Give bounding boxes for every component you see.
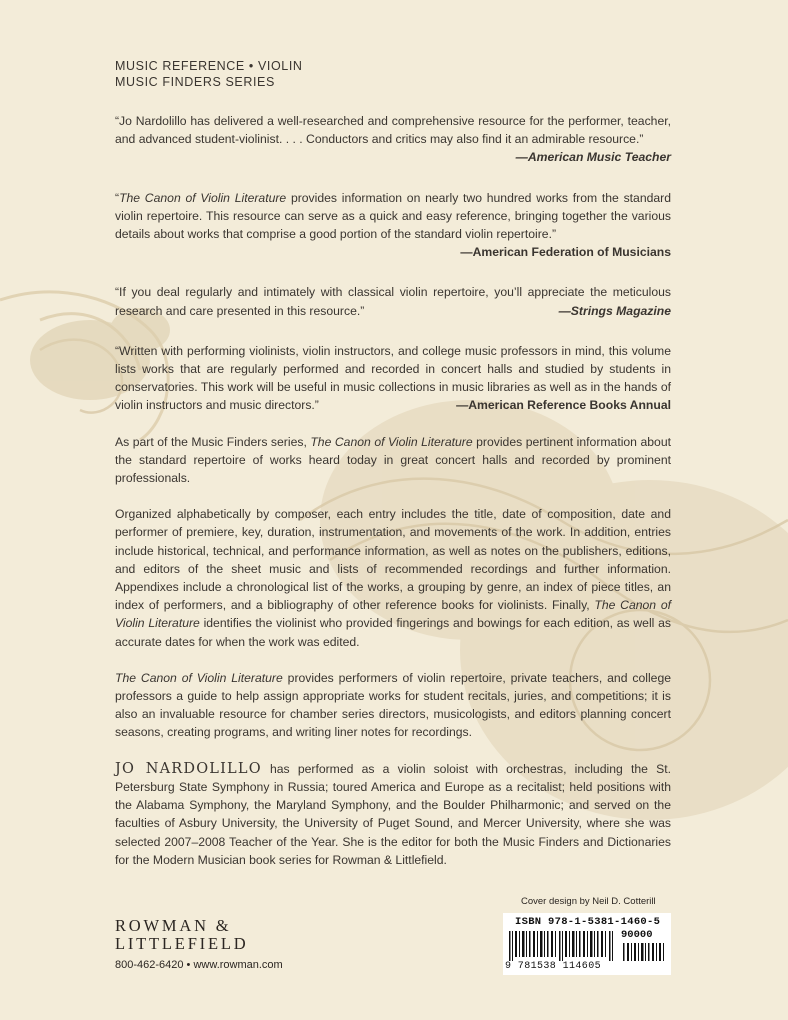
author-bio (115, 760, 671, 869)
review-4-source: —American Reference Books Annual (456, 398, 671, 413)
description-paragraph-3: The Canon of Violin Literature provides performers of violin repertoire, private teachers, and college professors a guide to help assign appropriate works for student recitals, juries, and competitions; it is also an invaluable resource for chamber series directors, musicologists, and editors planning concert seasons, creating programs, and writing liner notes for recordings. (115, 670, 671, 740)
author-bio-text: has performed as a violin soloist with orchestras, including the St. Petersburg State Symphony in Russia; toured America and Europe as a recitalist; held positions with the Alabama Symphony, the Maryland Symphony, and the Boulder Philharmonic; and served on the faculties of Asbury University, the University of Puget Sound, and Mercer University, where she was selected 2007–2008 Teacher of the Year. She is the editor for both the Music Finders and Dictionaries for the Modern Musician book series for Rowman & Littlefield. (115, 761, 671, 867)
description-paragraph-2: Organized alphabetically by composer, each entry includes the title, date of composition, date and performer of premiere, key, duration, instrumentation, and movements of the work. In addition, entries include historical, technical, and performance information, as well as notes on the publishers, editions, and editors of the sheet music and lists of recommended recordings and further information. Appendixes include a chronological list of the works, a grouping by genre, an index of piece titles, an index of performers, and a bibliography of other reference books for violinists. Finally, The Canon of Violin Literature identifies the violinist who provided fingerings and bowings for each edition, as well as accurate dates for when the work was edited. (115, 507, 671, 649)
addon-barcode-bars (623, 943, 665, 961)
publisher-name-line-2: LITTLEFIELD (115, 934, 249, 953)
review-3-source: —Strings Magazine (558, 303, 671, 318)
review-4-text: “Written with performing violinists, violin instructors, and college music professors in mind, this volume lists works that are regularly performed and recorded in concert halls and studied by students in conservatories. This work will be useful in music collections in music libraries as well as in the hands of violin instructors and music directors.” (115, 343, 671, 413)
review-1-source: —American Music Teacher (515, 150, 671, 165)
price-code: 90000 (621, 929, 653, 941)
ean-digits: 9 781538 114605 (505, 961, 602, 972)
review-2: “The Canon of Violin Literature provides information on nearly two hundred works from the standard violin repertoire. This resource can serve as a quick and easy reference, bringing together the various details about works that comprise a good portion of the standard violin repertoire.” —American Federation of Musicians (115, 189, 671, 262)
review-1 (115, 112, 671, 167)
review-3 (115, 283, 671, 319)
review-2-source: —American Federation of Musicians (460, 245, 671, 260)
barcode-bars (509, 931, 619, 961)
author-name: JO NARDOLILLO (115, 760, 262, 777)
category-line-1: MUSIC REFERENCE • VIOLIN (115, 59, 303, 73)
review-2-text: provides information on nearly two hundred works from the standard violin repertoire. This resource can serve as a quick and easy reference, bringing together the various details about works that comprise a good portion of the standard violin repertoire.” (115, 190, 672, 242)
isbn-number: ISBN 978-1-5381-1460-5 (515, 916, 661, 928)
publisher-name-line-1: ROWMAN & (115, 916, 232, 935)
review-3-text: “If you deal regularly and intimately with classical violin repertoire, you’ll appreciate the meticulous research and care presented in this resource.” (115, 285, 671, 318)
review-1-text: “Jo Nardolillo has delivered a well-researched and comprehensive resource for the performer, teacher, and advanced student-violinist. . . . Conductors and critics may also find it an admirable resource.” (115, 114, 671, 147)
description-paragraph-1: As part of the Music Finders series, The Canon of Violin Literature provides pertinent information about the standard repertoire of works heard today in great concert halls and recorded by prominent professionals. (115, 434, 671, 486)
review-4 (115, 342, 671, 415)
review-2-title: The Canon of Violin Literature (119, 190, 287, 205)
cover-credit: Cover design by Neil D. Cotterill (521, 896, 656, 907)
category-line-2: MUSIC FINDERS SERIES (115, 75, 275, 89)
publisher-contact: 800-462-6420 • www.rowman.com (115, 959, 283, 971)
isbn-barcode (503, 913, 671, 975)
publisher-logo (115, 917, 285, 971)
